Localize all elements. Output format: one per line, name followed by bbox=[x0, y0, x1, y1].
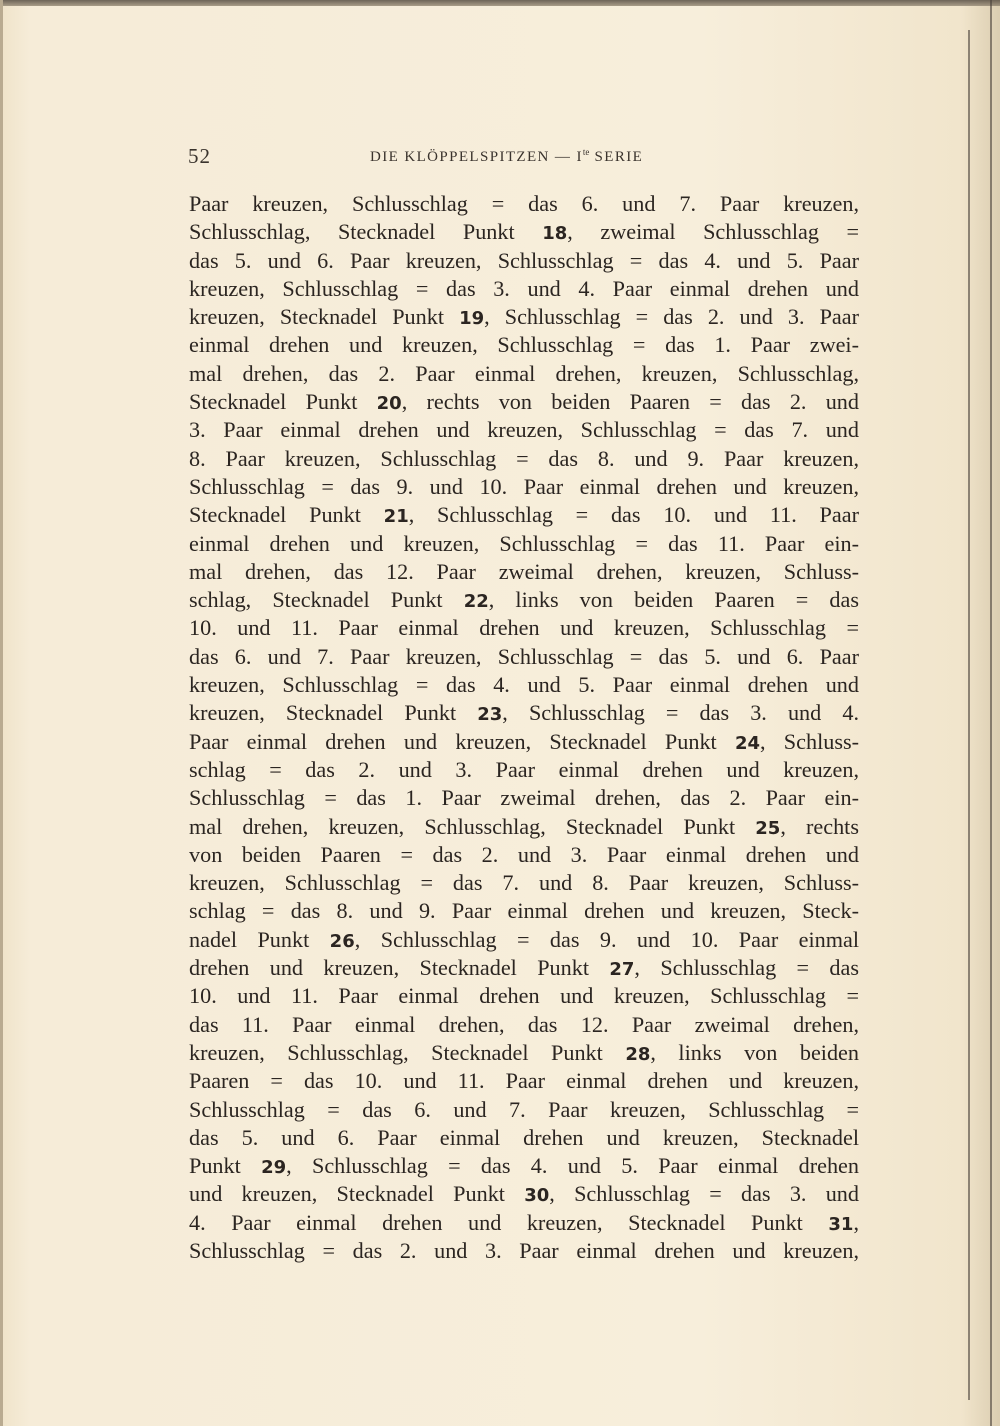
text-line bbox=[189, 954, 859, 982]
text-line bbox=[189, 1124, 859, 1152]
point-number: 19 bbox=[459, 308, 485, 330]
text-segment: , rechts bbox=[780, 813, 859, 839]
text-line bbox=[189, 1209, 859, 1237]
running-title bbox=[370, 147, 643, 166]
text-line bbox=[189, 1011, 859, 1039]
text-line bbox=[189, 813, 859, 841]
text-segment: , links von beiden Paaren = das bbox=[488, 587, 860, 613]
text-line bbox=[189, 784, 859, 812]
text-line bbox=[189, 1039, 859, 1067]
text-line bbox=[189, 586, 859, 614]
text-segment: Schlusschlag = das 1. Paar zweimal drehen, das 2. Paar ein- bbox=[189, 785, 859, 811]
text-segment: mal drehen, das 2. Paar einmal drehen, kreuzen, Schlusschlag, bbox=[189, 360, 859, 386]
text-segment: , rechts von beiden Paaren = das 2. und bbox=[401, 389, 859, 415]
point-number: 27 bbox=[609, 959, 635, 981]
text-line bbox=[189, 360, 859, 388]
page-left-edge bbox=[0, 0, 3, 1426]
text-line bbox=[189, 445, 859, 473]
text-line bbox=[189, 331, 859, 359]
point-number: 30 bbox=[524, 1185, 550, 1207]
text-segment: das 6. und 7. Paar kreuzen, Schlusschlag = das 5. und 6. Paar bbox=[189, 643, 859, 669]
text-segment: kreuzen, Stecknadel Punkt bbox=[189, 700, 478, 726]
text-segment: 10. und 11. Paar einmal drehen und kreuzen, Schlusschlag = bbox=[189, 615, 859, 641]
text-segment: kreuzen, Schlusschlag = das 4. und 5. Paar einmal drehen und bbox=[189, 672, 859, 698]
text-line bbox=[189, 303, 859, 331]
body-text bbox=[189, 190, 859, 1265]
text-segment: Stecknadel Punkt bbox=[189, 389, 377, 415]
point-number: 25 bbox=[755, 817, 781, 839]
text-segment: Schlusschlag = das 2. und 3. Paar einmal drehen und kreuzen, bbox=[189, 1237, 859, 1263]
text-segment: kreuzen, Schlusschlag = das 7. und 8. Paar kreuzen, Schluss- bbox=[189, 870, 859, 896]
text-segment: nadel Punkt bbox=[189, 926, 330, 952]
point-number: 26 bbox=[329, 930, 355, 952]
text-segment: kreuzen, Stecknadel Punkt bbox=[189, 304, 460, 330]
point-number: 31 bbox=[828, 1213, 854, 1235]
text-segment: Schlusschlag, Stecknadel Punkt bbox=[189, 219, 543, 245]
text-line bbox=[189, 473, 859, 501]
text-segment: drehen und kreuzen, Stecknadel Punkt bbox=[189, 955, 610, 981]
text-line bbox=[189, 416, 859, 444]
text-line bbox=[189, 218, 859, 246]
running-title-main: DIE KLÖPPELSPITZEN — I bbox=[370, 149, 583, 165]
text-line bbox=[189, 643, 859, 671]
text-line bbox=[189, 869, 859, 897]
point-number: 18 bbox=[542, 223, 568, 245]
text-line bbox=[189, 558, 859, 586]
text-segment: , Schlusschlag = das 9. und 10. Paar einmal bbox=[354, 926, 859, 952]
text-segment: kreuzen, Schlusschlag = das 3. und 4. Paar einmal drehen und bbox=[189, 275, 859, 301]
page-number: 52 bbox=[188, 144, 211, 168]
text-line bbox=[189, 1096, 859, 1124]
point-number: 24 bbox=[734, 732, 761, 754]
text-line bbox=[189, 530, 859, 558]
binding-line bbox=[968, 30, 970, 1400]
text-line bbox=[189, 614, 859, 642]
text-segment: Punkt bbox=[189, 1153, 262, 1179]
page-top-edge bbox=[0, 0, 1000, 6]
text-segment: Stecknadel Punkt bbox=[189, 502, 384, 528]
text-line bbox=[189, 982, 859, 1010]
text-segment: Schlusschlag = das 9. und 10. Paar einmal drehen und kreuzen, bbox=[189, 473, 859, 499]
text-line bbox=[189, 926, 859, 954]
text-segment: , Schluss- bbox=[760, 728, 859, 754]
text-segment: das 11. Paar einmal drehen, das 12. Paar zweimal drehen, bbox=[189, 1011, 859, 1037]
text-segment: das 5. und 6. Paar einmal drehen und kreuzen, Stecknadel bbox=[189, 1124, 859, 1150]
text-line bbox=[189, 388, 859, 416]
text-line bbox=[189, 1067, 859, 1095]
text-segment: , links von beiden bbox=[650, 1039, 860, 1065]
text-segment: , Schlusschlag = das 10. und 11. Paar bbox=[408, 502, 859, 528]
point-number: 20 bbox=[376, 393, 402, 415]
text-segment: , Schlusschlag = das 3. und bbox=[549, 1181, 859, 1207]
text-segment: , Schlusschlag = das 2. und 3. Paar bbox=[484, 304, 859, 330]
text-line bbox=[189, 501, 859, 529]
text-segment: 10. und 11. Paar einmal drehen und kreuzen, Schlusschlag = bbox=[189, 983, 859, 1009]
point-number: 29 bbox=[261, 1157, 287, 1179]
text-segment: , Schlusschlag = das 3. und 4. bbox=[502, 700, 859, 726]
text-segment: mal drehen, das 12. Paar zweimal drehen, kreuzen, Schluss- bbox=[189, 558, 859, 584]
text-segment: das 5. und 6. Paar kreuzen, Schlusschlag = das 4. und 5. Paar bbox=[189, 247, 859, 273]
text-segment: 8. Paar kreuzen, Schlusschlag = das 8. und 9. Paar kreuzen, bbox=[189, 445, 859, 471]
text-segment: mal drehen, kreuzen, Schlusschlag, Stecknadel Punkt bbox=[189, 813, 756, 839]
text-segment: , Schlusschlag = das 4. und 5. Paar einmal drehen bbox=[286, 1153, 859, 1179]
point-number: 28 bbox=[625, 1043, 651, 1065]
text-line bbox=[189, 841, 859, 869]
text-line bbox=[189, 728, 859, 756]
running-head bbox=[188, 140, 858, 170]
binding-edge bbox=[990, 0, 992, 1426]
running-title-superscript: te bbox=[582, 147, 590, 157]
text-line bbox=[189, 699, 859, 727]
text-line bbox=[189, 190, 859, 218]
point-number: 22 bbox=[463, 591, 489, 613]
text-segment: 3. Paar einmal drehen und kreuzen, Schlusschlag = das 7. und bbox=[189, 417, 859, 443]
point-number: 21 bbox=[383, 506, 409, 528]
text-segment: kreuzen, Schlusschlag, Stecknadel Punkt bbox=[189, 1039, 626, 1065]
text-line bbox=[189, 1152, 859, 1180]
text-segment: Schlusschlag = das 6. und 7. Paar kreuzen, Schlusschlag = bbox=[189, 1096, 859, 1122]
text-segment: , zweimal Schlusschlag = bbox=[567, 219, 859, 245]
text-segment: 4. Paar einmal drehen und kreuzen, Stecknadel Punkt bbox=[189, 1209, 829, 1235]
text-line bbox=[189, 275, 859, 303]
text-segment: schlag = das 2. und 3. Paar einmal drehen und kreuzen, bbox=[189, 756, 859, 782]
point-number: 23 bbox=[477, 704, 503, 726]
text-segment: , Schlusschlag = das bbox=[634, 955, 859, 981]
text-segment: und kreuzen, Stecknadel Punkt bbox=[189, 1181, 525, 1207]
text-line bbox=[189, 1180, 859, 1208]
text-line bbox=[189, 671, 859, 699]
text-line bbox=[189, 247, 859, 275]
running-title-series: SERIE bbox=[589, 149, 644, 165]
text-segment: Paaren = das 10. und 11. Paar einmal drehen und kreuzen, bbox=[189, 1068, 859, 1094]
text-line bbox=[189, 897, 859, 925]
text-line bbox=[189, 1237, 859, 1265]
text-segment: , bbox=[853, 1209, 859, 1235]
text-segment: schlag, Stecknadel Punkt bbox=[189, 587, 464, 613]
text-segment: Paar kreuzen, Schlusschlag = das 6. und 7. Paar kreuzen, bbox=[189, 191, 859, 216]
text-line bbox=[189, 756, 859, 784]
text-segment: einmal drehen und kreuzen, Schlusschlag = das 11. Paar ein- bbox=[189, 530, 859, 556]
text-segment: Paar einmal drehen und kreuzen, Stecknadel Punkt bbox=[189, 728, 735, 754]
text-segment: einmal drehen und kreuzen, Schlusschlag = das 1. Paar zwei- bbox=[189, 332, 859, 358]
text-segment: schlag = das 8. und 9. Paar einmal drehen und kreuzen, Steck- bbox=[189, 898, 859, 924]
text-segment: von beiden Paaren = das 2. und 3. Paar einmal drehen und bbox=[189, 841, 859, 867]
